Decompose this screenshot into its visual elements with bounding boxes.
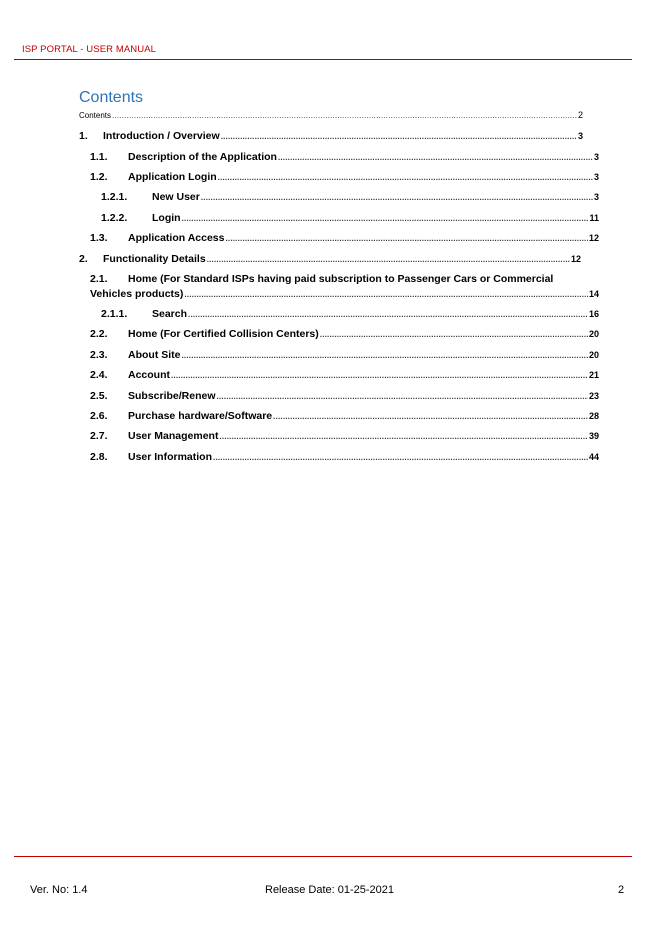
toc-entry-wrap-first-line xyxy=(90,273,553,285)
toc-entry-2-7[interactable] xyxy=(90,430,599,444)
toc-entry-label: About Site xyxy=(128,349,181,361)
toc-entry-page: 44 xyxy=(588,452,599,462)
toc-entry-contents[interactable] xyxy=(79,110,583,124)
toc-leader xyxy=(207,255,570,264)
toc-entry-label: Contents xyxy=(79,111,112,120)
toc-entry-2-3[interactable] xyxy=(90,349,599,363)
toc-entry-label: Account xyxy=(128,369,170,381)
toc-leader xyxy=(182,351,588,360)
toc-entry-1-2[interactable] xyxy=(90,171,599,185)
toc-entry-page: 11 xyxy=(589,213,599,223)
toc-entry-number: 1. xyxy=(79,130,88,142)
toc-entry-number: 2.2. xyxy=(90,328,108,340)
toc-entry-page: 3 xyxy=(593,172,599,182)
toc-entry-number: 1.1. xyxy=(90,151,108,163)
footer-version: Ver. No: 1.4 xyxy=(30,884,88,896)
toc-leader xyxy=(182,214,589,223)
document-header-title: ISP PORTAL - USER MANUAL xyxy=(22,44,157,55)
toc-entry-number: 2. xyxy=(79,253,88,265)
toc-entry-1-2-2[interactable] xyxy=(101,212,599,226)
toc-entry-page: 20 xyxy=(588,329,599,339)
toc-entry-label: Subscribe/Renew xyxy=(128,390,216,402)
toc-entry-label-continued: Vehicles products) xyxy=(90,288,184,300)
toc-leader xyxy=(219,432,588,441)
toc-title: Contents xyxy=(79,89,144,106)
toc-entry-number: 2.6. xyxy=(90,410,108,422)
table-of-contents xyxy=(79,0,599,470)
toc-leader xyxy=(273,412,588,421)
toc-entry-page: 16 xyxy=(588,309,599,319)
toc-entry-label: New User xyxy=(152,191,200,203)
toc-leader xyxy=(171,371,588,380)
toc-entry-label: Functionality Details xyxy=(103,253,206,265)
toc-entry-1[interactable] xyxy=(79,130,583,144)
toc-entry-page: 3 xyxy=(577,131,583,141)
toc-leader xyxy=(188,310,588,319)
toc-entry-2-4[interactable] xyxy=(90,369,599,383)
toc-entry-2-8[interactable] xyxy=(90,451,599,465)
toc-entry-wrap-second-line xyxy=(90,288,599,302)
toc-entry-page: 12 xyxy=(570,254,581,264)
toc-entry-2[interactable] xyxy=(79,253,581,267)
toc-entry-2-6[interactable] xyxy=(90,410,599,424)
toc-entry-number: 2.3. xyxy=(90,349,108,361)
toc-entry-number: 1.3. xyxy=(90,232,108,244)
toc-entry-number: 2.4. xyxy=(90,369,108,381)
toc-entry-label: User Management xyxy=(128,430,219,442)
toc-entry-1-3[interactable] xyxy=(90,232,599,246)
toc-leader xyxy=(218,173,593,182)
toc-entry-label: Home (For Certified Collision Centers) xyxy=(128,328,319,340)
toc-entry-page: 14 xyxy=(588,289,599,299)
toc-entry-label: Description of the Application xyxy=(128,151,277,163)
toc-entry-2-5[interactable] xyxy=(90,390,599,404)
toc-entry-label: Application Login xyxy=(128,171,217,183)
toc-leader xyxy=(201,193,593,202)
toc-entry-number: 2.1.1. xyxy=(101,308,128,320)
toc-entry-number: 2.8. xyxy=(90,451,108,463)
toc-entry-label: Search xyxy=(152,308,188,320)
toc-entry-page: 28 xyxy=(588,411,599,421)
toc-entry-label: Application Access xyxy=(128,232,225,244)
toc-leader xyxy=(213,453,588,462)
toc-entry-number: 1.2. xyxy=(90,171,108,183)
toc-entry-1-2-1[interactable] xyxy=(101,191,599,205)
toc-entry-page: 2 xyxy=(577,110,583,120)
toc-entry-number: 2.7. xyxy=(90,430,108,442)
toc-entry-number: 1.2.2. xyxy=(101,212,128,224)
toc-entry-page: 3 xyxy=(593,152,599,162)
toc-entry-page: 23 xyxy=(588,391,599,401)
toc-entry-1-1[interactable] xyxy=(90,151,599,165)
toc-leader xyxy=(217,392,588,401)
footer-page-number: 2 xyxy=(618,884,625,896)
toc-entry-page: 39 xyxy=(588,431,599,441)
toc-entry-number: 2.1. xyxy=(90,273,108,285)
toc-leader xyxy=(221,132,577,141)
toc-entry-number: 1.2.1. xyxy=(101,191,128,203)
toc-entry-2-2[interactable] xyxy=(90,328,599,342)
toc-leader xyxy=(184,290,588,299)
toc-entry-page: 3 xyxy=(593,192,599,202)
toc-entry-number: 2.5. xyxy=(90,390,108,402)
toc-entry-page: 12 xyxy=(588,233,599,243)
toc-entry-page: 20 xyxy=(588,350,599,360)
toc-entry-label: Purchase hardware/Software xyxy=(128,410,273,422)
toc-entry-label: Login xyxy=(152,212,181,224)
footer-release-date: Release Date: 01-25-2021 xyxy=(265,884,395,896)
toc-leader xyxy=(225,234,588,243)
toc-entry-label: Introduction / Overview xyxy=(103,130,220,142)
toc-entry-label: User Information xyxy=(128,451,213,463)
toc-entry-2-1-1[interactable] xyxy=(101,308,599,322)
toc-leader xyxy=(278,153,593,162)
footer-divider xyxy=(14,856,632,857)
toc-leader xyxy=(112,111,577,120)
toc-entry-label: Home (For Standard ISPs having paid subscription to Passenger Cars or Commercial xyxy=(128,273,554,285)
toc-entry-page: 21 xyxy=(588,370,599,380)
toc-leader xyxy=(320,330,588,339)
